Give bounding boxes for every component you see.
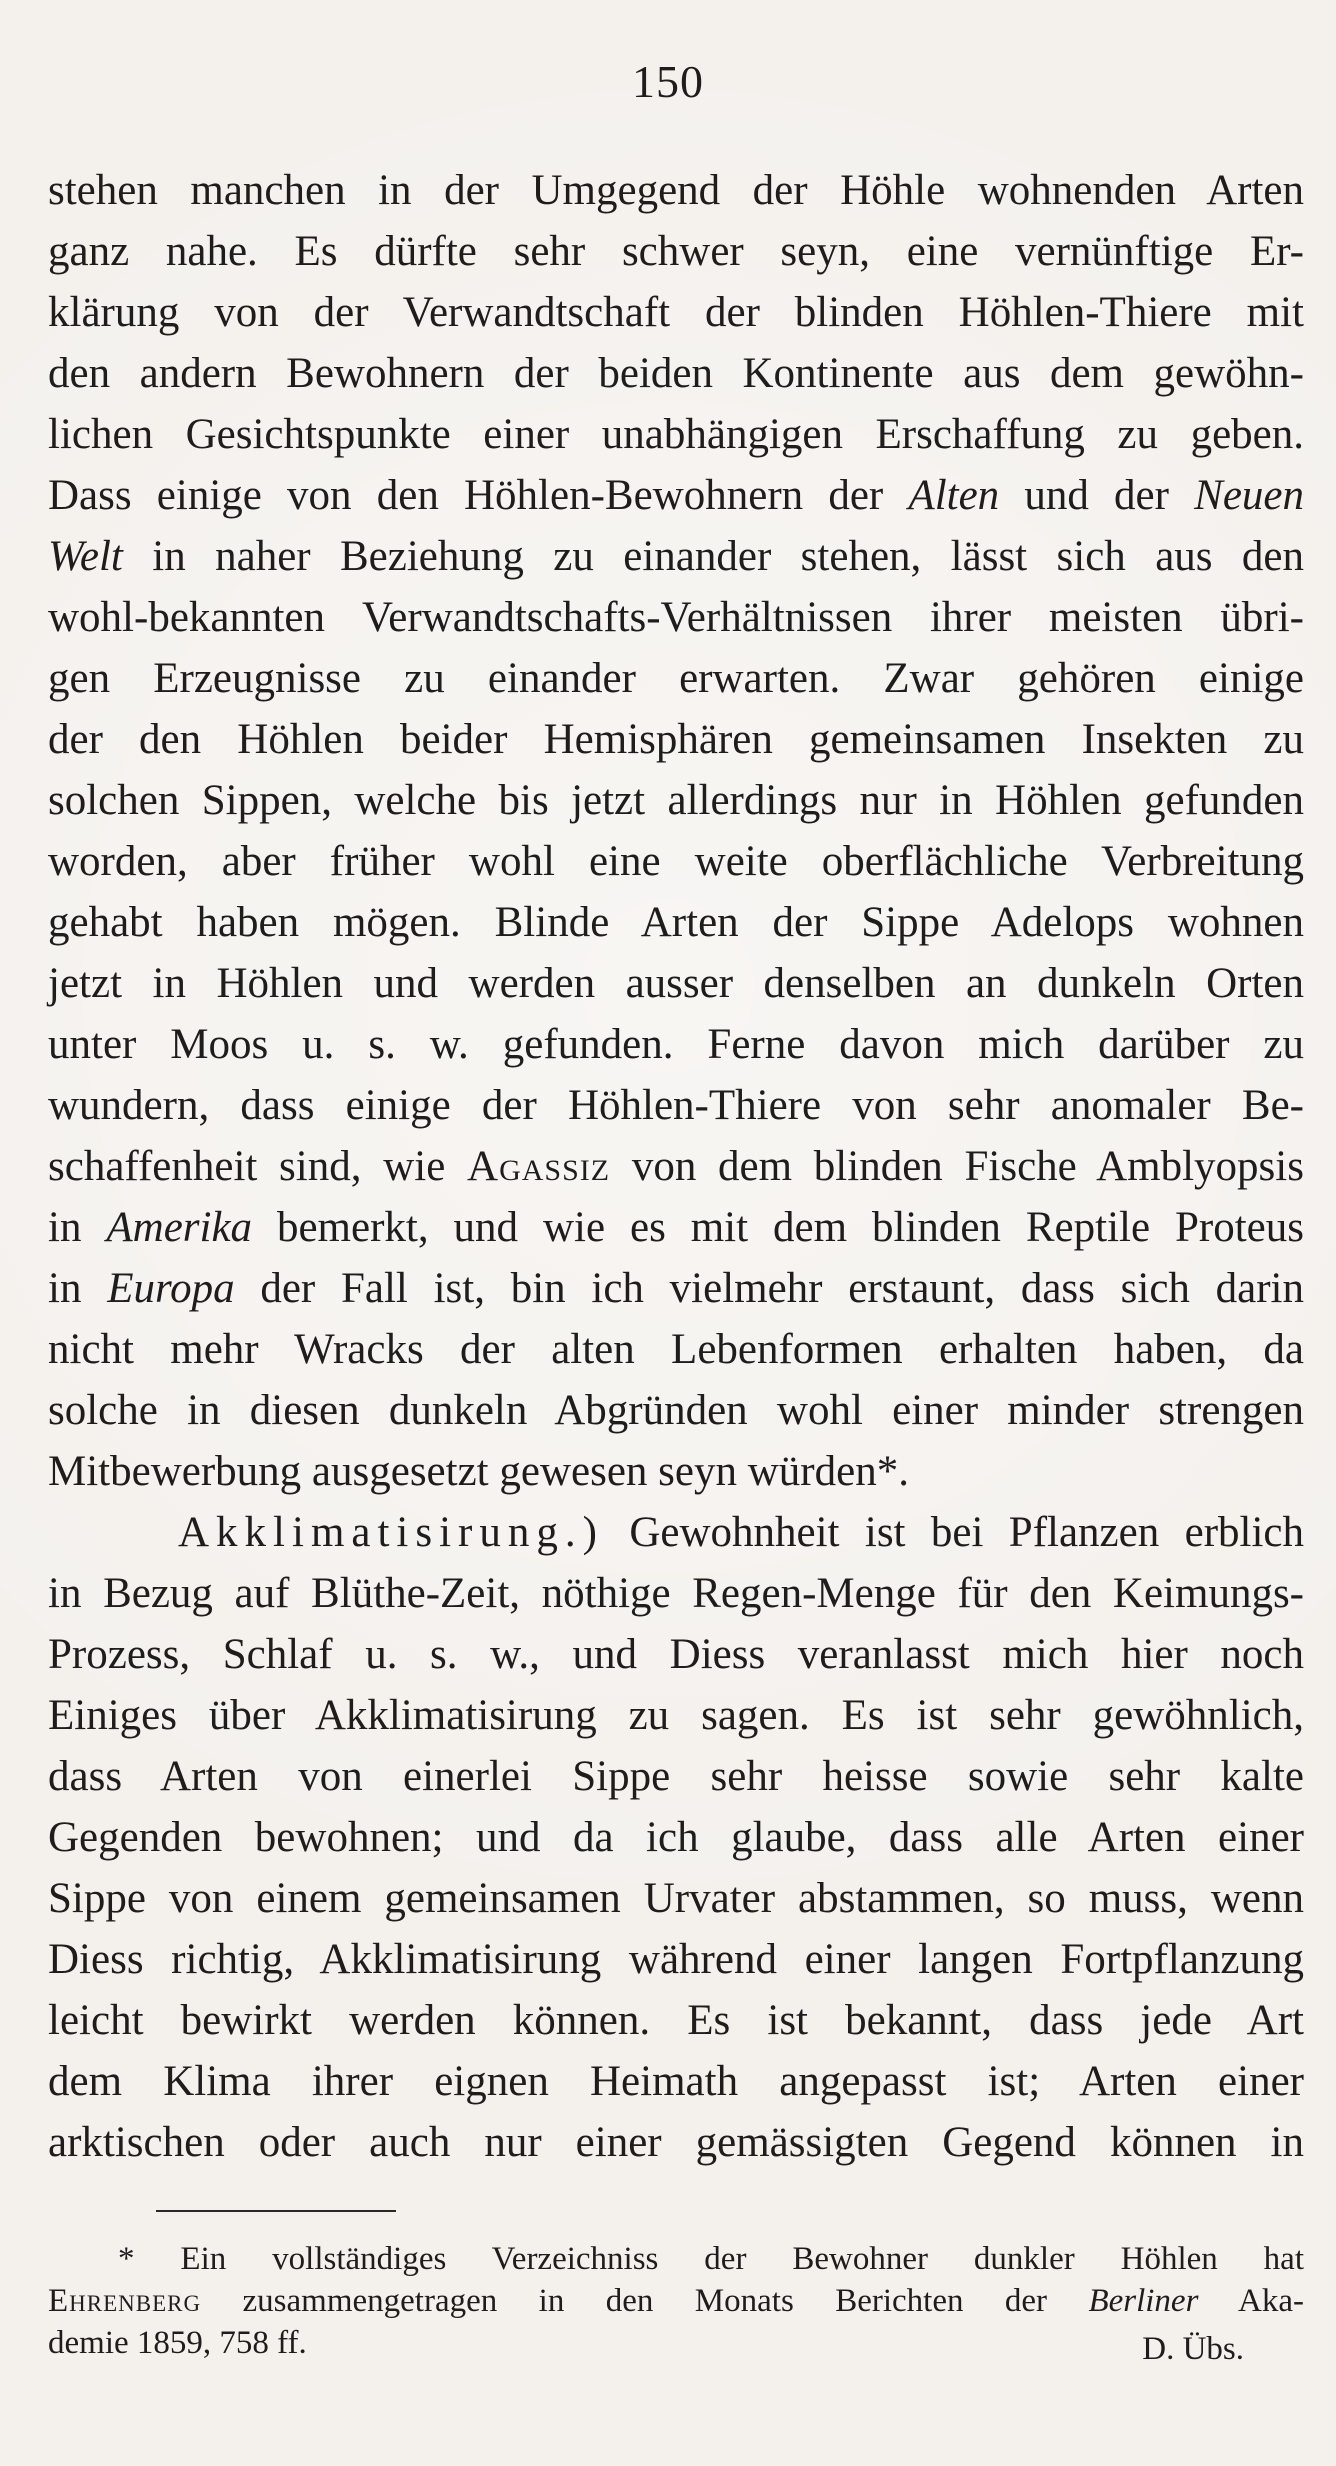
text-line (48, 770, 1304, 831)
italic-text: Welt (48, 533, 123, 580)
text-run: * Ein vollständiges Verzeichniss der Bewohner dunkler Höhlen hat (118, 2241, 1304, 2277)
text-line (48, 343, 1304, 404)
text-line (48, 953, 1304, 1014)
text-line (48, 1075, 1304, 1136)
text-line (48, 831, 1304, 892)
text-line (48, 1685, 1304, 1746)
text-run: Einiges über Akklimatisirung zu sagen. Es ist sehr gewöhnlich, (48, 1692, 1304, 1739)
text-run: Sippe von einem gemeinsamen Urvater abstammen, so muss, wenn (48, 1875, 1304, 1922)
text-line (48, 892, 1304, 953)
text-run: worden, aber früher wohl eine weite oberflächliche Verbreitung (48, 838, 1304, 885)
page-number: 150 (632, 56, 704, 107)
text-line (48, 1014, 1304, 1075)
text-run: von dem blinden Fische Amblyopsis (610, 1143, 1304, 1190)
translator-note: D. Übs. (1142, 2331, 1244, 2367)
text-line (48, 648, 1304, 709)
text-run: in Bezug auf Blüthe-Zeit, nöthige Regen-Menge für den Keimungs- (48, 1570, 1304, 1617)
footnote (48, 2238, 1304, 2367)
text-run: dem Klima ihrer eignen Heimath angepasst ist; Arten einer (48, 2058, 1304, 2105)
text-run: jetzt in Höhlen und werden ausser denselben an dunkeln Orten (48, 960, 1304, 1007)
text-run: den andern Bewohnern der beiden Kontinente aus dem gewöhn- (48, 350, 1304, 397)
footnote-line (48, 2322, 1304, 2367)
text-run: in naher Beziehung zu einander stehen, lässt sich aus den (122, 533, 1304, 580)
text-line (48, 160, 1304, 221)
text-line (48, 404, 1304, 465)
text-run: unter Moos u. s. w. gefunden. Ferne davon mich darüber zu (48, 1021, 1304, 1068)
text-run: dass Arten von einerlei Sippe sehr heisse sowie sehr kalte (48, 1753, 1304, 1800)
text-run: in (48, 1265, 108, 1312)
text-run: wundern, dass einige der Höhlen-Thiere von sehr anomaler Be- (48, 1082, 1304, 1129)
text-run: der den Höhlen beider Hemisphären gemeinsamen Insekten zu (48, 716, 1304, 763)
text-line (48, 282, 1304, 343)
text-line (48, 1746, 1304, 1807)
text-line (48, 1624, 1304, 1685)
main-text (48, 160, 1304, 2173)
text-run: arktischen oder auch nur einer gemässigten Gegend können in (48, 2119, 1304, 2166)
text-run: wohl-bekannten Verwandtschafts-Verhältnissen ihrer meisten übri- (48, 594, 1304, 641)
text-run: stehen manchen in der Umgegend der Höhle wohnenden Arten (48, 167, 1304, 214)
text-run: klärung von der Verwandtschaft der blinden Höhlen-Thiere mit (48, 289, 1304, 336)
text-line (48, 1563, 1304, 1624)
text-run: gehabt haben mögen. Blinde Arten der Sippe Adelops wohnen (48, 899, 1304, 946)
text-line (48, 2112, 1304, 2173)
italic-text: Berliner (1088, 2283, 1199, 2319)
text-run: ganz nahe. Es dürfte sehr schwer seyn, eine vernünftige Er- (48, 228, 1304, 275)
text-run: zusammengetragen in den Monats Berichten der (201, 2283, 1089, 2319)
text-run: solche in diesen dunkeln Abgründen wohl einer minder strengen (48, 1387, 1304, 1434)
text-run: Gewohnheit ist bei Pflanzen erblich (603, 1509, 1304, 1556)
text-run: der Fall ist, bin ich vielmehr erstaunt, dass sich darin (234, 1265, 1304, 1312)
italic-text: Neuen (1194, 472, 1304, 519)
text-line (48, 221, 1304, 282)
text-run: lichen Gesichtspunkte einer unabhängigen Erschaffung zu geben. (48, 411, 1304, 458)
text-line (48, 1136, 1304, 1197)
text-run: Prozess, Schlaf u. s. w., und Diess veranlasst mich hier noch (48, 1631, 1304, 1678)
text-line (48, 1258, 1304, 1319)
spaced-heading: Akklimatisirung.) (178, 1509, 604, 1556)
text-line (48, 587, 1304, 648)
text-run: Diess richtig, Akklimatisirung während einer langen Fortpflanzung (48, 1936, 1304, 1983)
italic-text: Europa (107, 1265, 235, 1312)
italic-text: Alten (908, 472, 1000, 519)
text-run: leicht bewirkt werden können. Es ist bekannt, dass jede Art (48, 1997, 1304, 2044)
text-run: Mitbewerbung ausgesetzt gewesen seyn würden*. (48, 1448, 909, 1495)
text-line (48, 465, 1304, 526)
text-line (48, 1319, 1304, 1380)
text-line (48, 1502, 1304, 1563)
text-run: demie 1859, 758 ff. (48, 2325, 307, 2361)
text-run: bemerkt, und wie es mit dem blinden Reptile Proteus (252, 1204, 1304, 1251)
text-run: schaffenheit sind, wie (48, 1143, 468, 1190)
italic-text: Amerika (106, 1204, 253, 1251)
text-line (48, 2051, 1304, 2112)
text-run: Gegenden bewohnen; und da ich glaube, dass alle Arten einer (48, 1814, 1304, 1861)
text-line (48, 526, 1304, 587)
text-line (48, 709, 1304, 770)
text-line (48, 1380, 1304, 1441)
text-line (48, 1868, 1304, 1929)
text-line (48, 1441, 1304, 1502)
text-run: nicht mehr Wracks der alten Lebenformen erhalten haben, da (48, 1326, 1304, 1373)
smallcaps-name: Ehrenberg (48, 2283, 202, 2319)
text-run: Aka- (1198, 2283, 1304, 2319)
footnote-line (48, 2280, 1304, 2322)
footnote-divider (156, 2210, 396, 2212)
text-line (48, 1197, 1304, 1258)
text-run: in (48, 1204, 107, 1251)
text-run: und der (999, 472, 1195, 519)
text-run: solchen Sippen, welche bis jetzt allerdings nur in Höhlen gefunden (48, 777, 1304, 824)
smallcaps-name: Agassiz (467, 1143, 611, 1190)
footnote-line (48, 2238, 1304, 2280)
text-line (48, 1929, 1304, 1990)
text-line (48, 1990, 1304, 2051)
text-run: gen Erzeugnisse zu einander erwarten. Zwar gehören einige (48, 655, 1304, 702)
text-run: Dass einige von den Höhlen-Bewohnern der (48, 472, 909, 519)
text-line (48, 1807, 1304, 1868)
